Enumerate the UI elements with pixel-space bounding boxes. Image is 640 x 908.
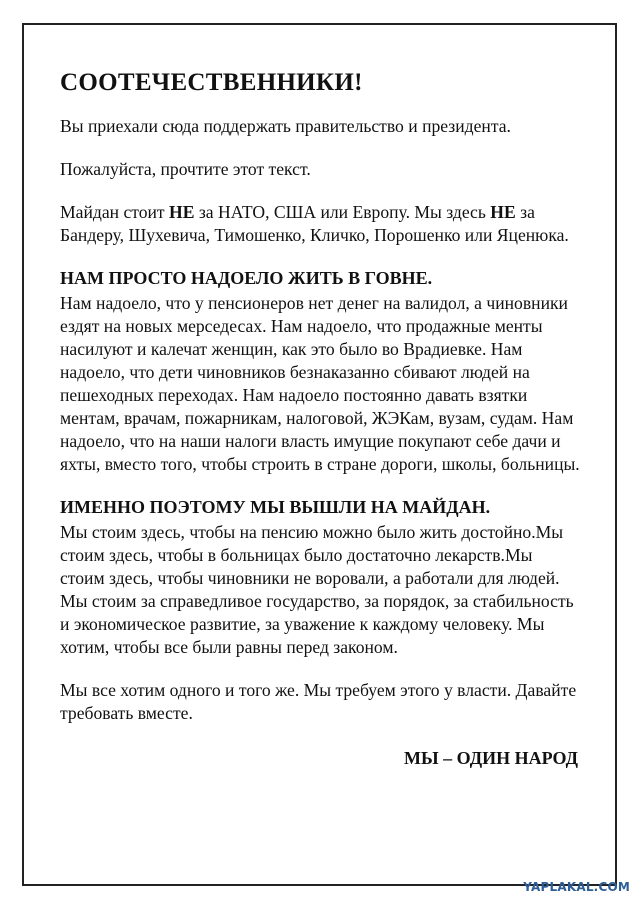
maidan-text-1: Майдан стоит [60, 202, 170, 222]
section-why-maidan [60, 496, 580, 659]
document-title: СООТЕЧЕСТВЕННИКИ! [60, 69, 363, 96]
emphasis-ne-2: НЕ [490, 202, 516, 222]
emphasis-ne-1: НЕ [169, 202, 195, 222]
section-fed-up-heading: НАМ ПРОСТО НАДОЕЛО ЖИТЬ В ГОВНЕ. [60, 268, 433, 288]
document-body [60, 66, 580, 770]
section-fed-up [60, 267, 580, 476]
maidan-paragraph [60, 201, 580, 247]
section-fed-up-body: Нам надоело, что у пенсионеров нет денег на валидол, а чиновники ездят на новых мерседесах. Нам надоело, что продажные менты насилуют и калечат женщин, как это было во Врадиевке. Нам надоело, что дети чиновников безнаказанно сбивают людей на пешеходных переходах. Нам надоело постоянно давать взятки ментам, врачам, пожарникам, налоговой, ЖЭКам, вузам, судам. Нам надоело, что на наши налоги власть имущие покупают себе дачи и яхты, вместо того, чтобы строить в стране дороги, школы, больницы. [60, 293, 580, 474]
section-why-maidan-body: Мы стоим здесь, чтобы на пенсию можно было жить достойно.Мы стоим здесь, чтобы в больницах было достаточно лекарств.Мы стоим здесь, чтобы чиновники не воровали, а работали для людей. Мы стоим за справедливое государство, за порядок, за стабильность и экономическое развитие, за уважение к каждому человеку. Мы хотим, чтобы все были равны перед законом. [60, 522, 574, 657]
please-read-paragraph: Пожалуйста, прочтите этот текст. [60, 159, 311, 179]
maidan-text-3: за Бандеру, Шухевича, Тимошенко, Кличко, Порошенко или Яценюка. [60, 202, 569, 245]
watermark-logo: YAPLAKAL.COM [523, 880, 630, 894]
signature: МЫ – ОДИН НАРОД [403, 748, 578, 768]
intro-paragraph: Вы приехали сюда поддержать правительство и президента. [60, 116, 511, 136]
section-why-maidan-heading: ИМЕННО ПОЭТОМУ МЫ ВЫШЛИ НА МАЙДАН. [60, 497, 491, 517]
maidan-text-2: за НАТО, США или Европу. Мы здесь [194, 202, 491, 222]
closing-paragraph: Мы все хотим одного и того же. Мы требуем этого у власти. Давайте требовать вместе. [60, 680, 577, 723]
